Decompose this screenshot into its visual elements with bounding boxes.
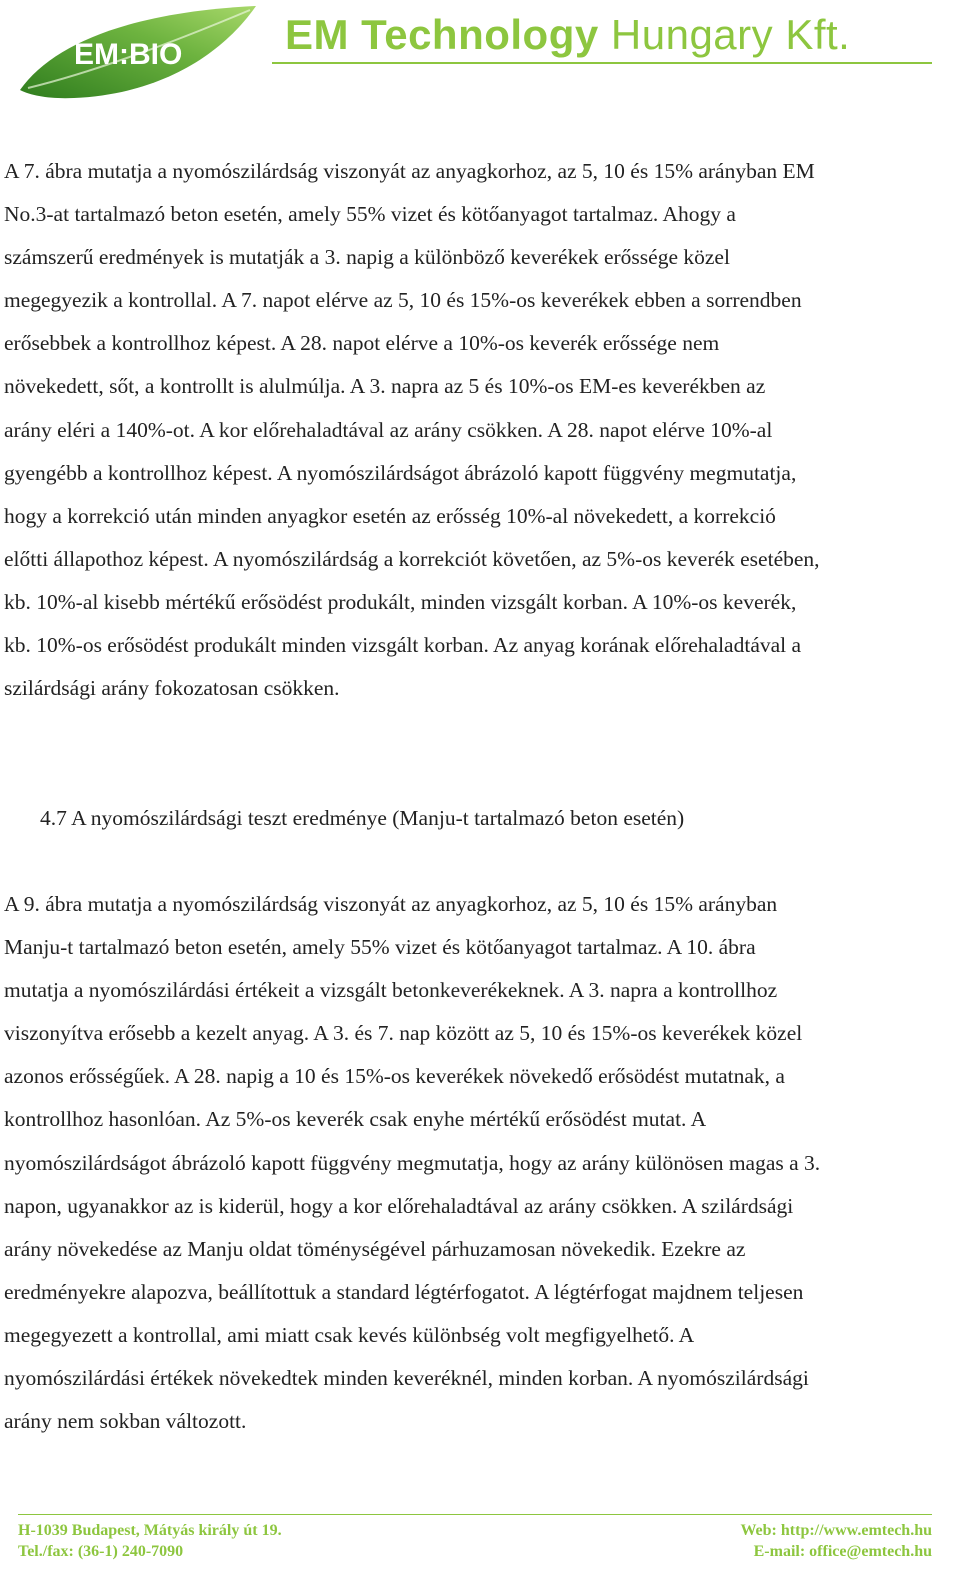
paragraph-line: No.3-at tartalmazó beton esetén, amely 55% vizet és kötőanyagot tartalmaz. Ahogy a bbox=[4, 202, 736, 227]
footer-contact bbox=[18, 1520, 282, 1562]
em-bio-leaf-logo bbox=[14, 2, 264, 102]
paragraph-line: erősebbek a kontrollhoz képest. A 28. napot elérve a 10%-os keverék erőssége nem bbox=[4, 331, 720, 356]
footer-email-link[interactable]: E-mail: office@emtech.hu bbox=[753, 1543, 932, 1560]
paragraph-line: mutatja a nyomószilárdási értékeit a vizsgált betonkeverékeknek. A 3. napra a kontrollhoz bbox=[4, 978, 778, 1003]
svg-text:EM:BIO: EM:BIO bbox=[74, 38, 183, 71]
paragraph-line: A 9. ábra mutatja a nyomószilárdság viszonyát az anyagkorhoz, az 5, 10 és 15% arányban bbox=[4, 892, 778, 916]
company-name-light: Hungary Kft. bbox=[598, 11, 851, 58]
paragraph-line: kb. 10%-al kisebb mértékű erősödést produkált, minden vizsgált korban. A 10%-os keverék, bbox=[4, 589, 797, 614]
paragraph-line: Manju-t tartalmazó beton esetén, amely 55% vizet és kötőanyagot tartalmaz. A 10. ábra bbox=[4, 935, 756, 960]
paragraph-line: kontrollhoz hasonlóan. Az 5%-os keverék csak enyhe mértékű erősödést mutat. A bbox=[4, 1107, 707, 1132]
paragraph-line: A 7. ábra mutatja a nyomószilárdság viszonyát az anyagkorhoz, az 5, 10 és 15% arányban EM bbox=[4, 159, 815, 183]
paragraph-line: arány növekedése az Manju oldat töménységével párhuzamosan növekedik. Ezekre az bbox=[4, 1236, 746, 1261]
section-heading: 4.7 A nyomószilárdsági teszt eredménye (Manju-t tartalmazó beton esetén) bbox=[40, 806, 685, 830]
paragraph-em-no3 bbox=[4, 150, 956, 710]
paragraph-line: hogy a korrekció után minden anyagkor esetén az erősség 10%-al növekedett, a korrekció bbox=[4, 503, 776, 528]
paragraph-line: azonos erősségűek. A 28. napig a 10 és 15%-os keverékek növekedő erősödést mutatnak, a bbox=[4, 1064, 785, 1089]
paragraph-line: előtti állapothoz képest. A nyomószilárdság a korrekciót követően, az 5%-os keverék esetében, bbox=[4, 546, 820, 571]
paragraph-line: arány nem sokban változott. bbox=[4, 1409, 247, 1434]
paragraph-line: számszerű eredmények is mutatják a 3. napig a különböző keverékek erőssége közel bbox=[4, 245, 730, 270]
letterhead bbox=[0, 0, 960, 110]
paragraph-line: megegyezett a kontrollal, ami miatt csak kevés különbség volt megfigyelhető. A bbox=[4, 1322, 695, 1347]
paragraph-line: kb. 10%-os erősödést produkált minden vizsgált korban. Az anyag korának előrehaladtával a bbox=[4, 633, 802, 658]
paragraph-line: növekedett, sőt, a kontrollt is alulmúlja. A 3. napra az 5 és 10%-os EM-es keverékben az bbox=[4, 374, 766, 399]
footer-online bbox=[740, 1520, 932, 1562]
paragraph-line: gyengébb a kontrollhoz képest. A nyomószilárdságot ábrázoló kapott függvény megmutatja, bbox=[4, 460, 797, 485]
paragraph-manju bbox=[4, 883, 956, 1443]
paragraph-line: nyomószilárdási értékek növekedtek minden keveréknél, minden korban. A nyomószilárdsági bbox=[4, 1366, 809, 1391]
paragraph-line: szilárdsági arány fokozatosan csökken. bbox=[4, 676, 340, 701]
company-name bbox=[285, 11, 851, 58]
footer-web-link[interactable]: Web: http://www.emtech.hu bbox=[740, 1522, 932, 1539]
paragraph-line: arány eléri a 140%-ot. A kor előrehaladtával az arány csökken. A 28. napot elérve 10%-al bbox=[4, 417, 773, 442]
footer-phone: Tel./fax: (36-1) 240-7090 bbox=[18, 1543, 184, 1560]
paragraph-line: nyomószilárdságot ábrázoló kapott függvény megmutatja, hogy az arány különösen magas a 3. bbox=[4, 1150, 821, 1175]
paragraph-line: napon, ugyanakkor az is kiderül, hogy a kor előrehaladtával az arány csökken. A szilárdsági bbox=[4, 1193, 794, 1218]
header-rule bbox=[272, 62, 932, 64]
footer-rule bbox=[18, 1514, 932, 1515]
company-name-bold: EM Technology bbox=[285, 11, 599, 58]
footer-address: H-1039 Budapest, Mátyás király út 19. bbox=[18, 1522, 282, 1539]
paragraph-line: megegyezik a kontrollal. A 7. napot elérve az 5, 10 és 15%-os keverékek ebben a sorrendben bbox=[4, 288, 802, 313]
paragraph-line: eredményekre alapozva, beállítottuk a standard légtérfogatot. A légtérfogat majdnem teljesen bbox=[4, 1279, 804, 1304]
paragraph-line: viszonyítva erősebb a kezelt anyag. A 3. és 7. nap között az 5, 10 és 15%-os keverékek közel bbox=[4, 1021, 803, 1046]
